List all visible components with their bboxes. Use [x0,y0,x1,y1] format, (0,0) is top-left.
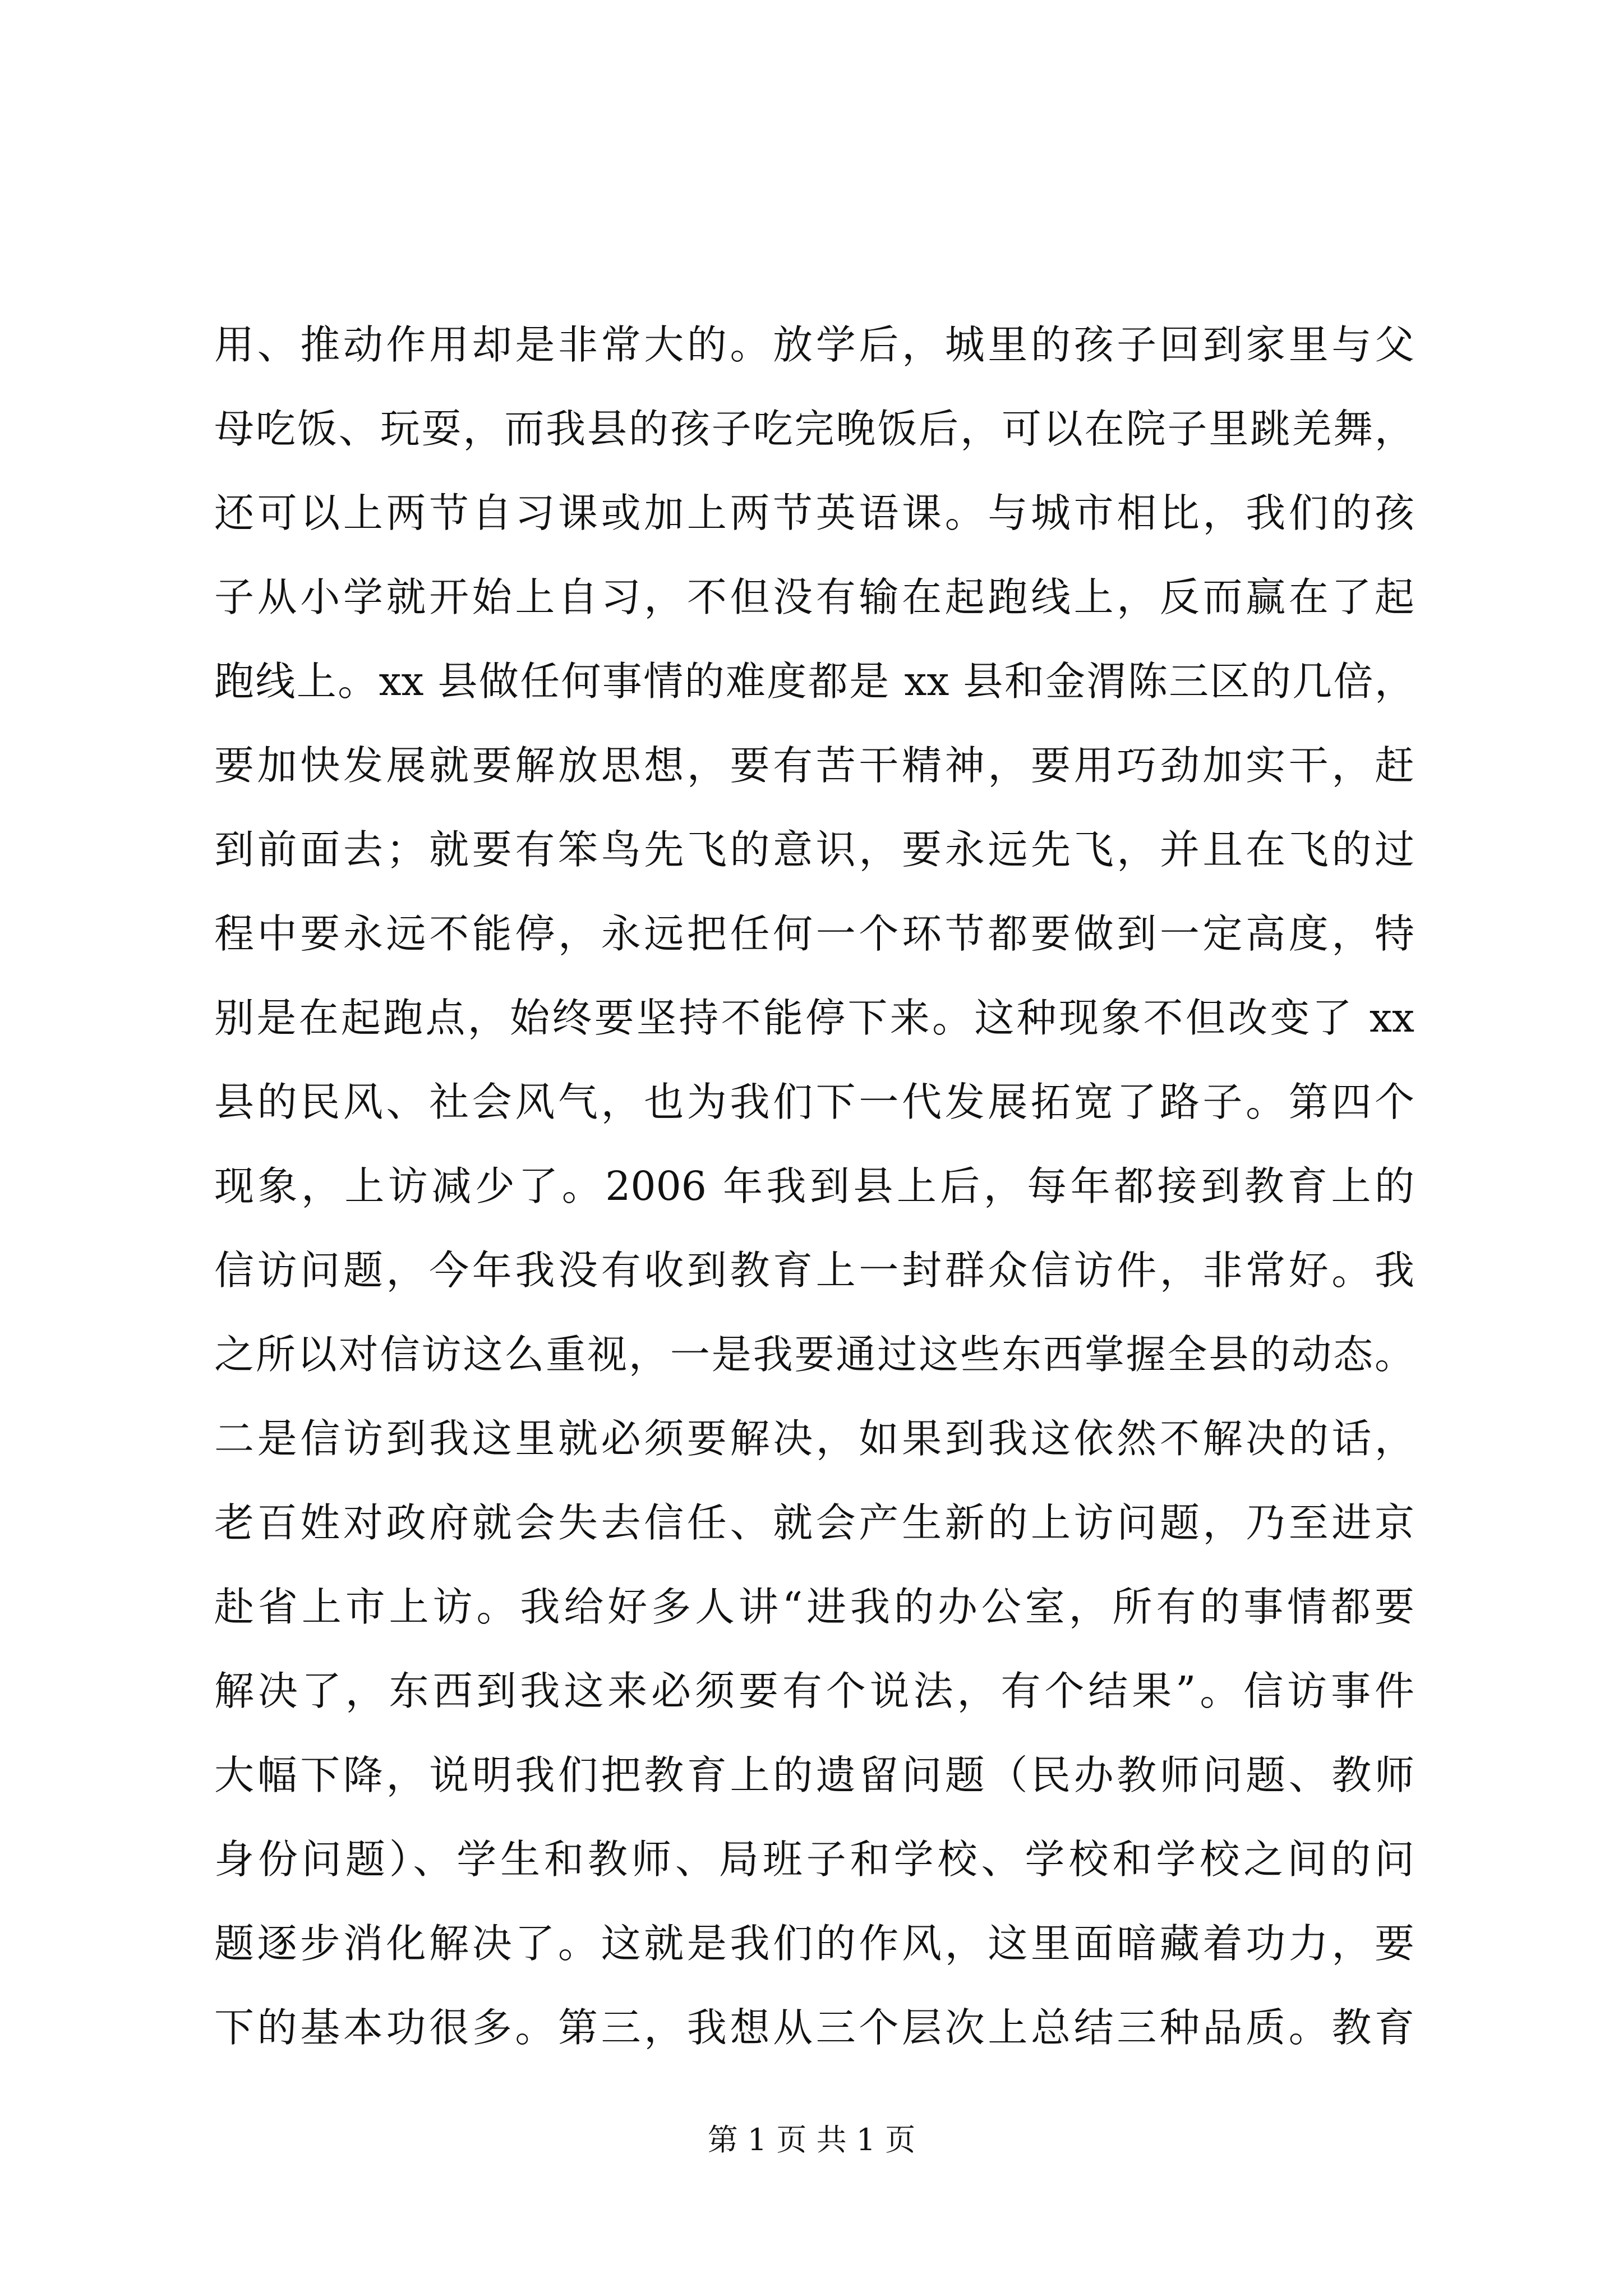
body-text [214,303,1414,2070]
text-line: 别是在起跑点，始终要坚持不能停下来。这种现象不但改变了 xx [214,995,1414,1041]
text-line: 程中要永远不能停，永远把任何一个环节都要做到一定高度，特 [214,910,1414,957]
text-line: 身份问题）、学生和教师、局班子和学校、学校和学校之间的问 [214,1836,1414,1883]
text-line: 跑线上。xx 县做任何事情的难度都是 xx 县和金渭陈三区的几倍， [214,658,1414,705]
text-line: 赴省上市上访。我给好多人讲“进我的办公室，所有的事情都要 [214,1584,1414,1630]
text-line: 子从小学就开始上自习，不但没有输在起跑线上，反而赢在了起 [214,574,1414,620]
text-line: 还可以上两节自习课或加上两节英语课。与城市相比，我们的孩 [214,490,1414,536]
text-line: 用、推动作用却是非常大的。放学后，城里的孩子回到家里与父 [214,321,1414,368]
text-line: 现象，上访减少了。2006 年我到县上后，每年都接到教育上的 [214,1163,1414,1209]
text-line: 下的基本功很多。第三，我想从三个层次上总结三种品质。教育 [214,2004,1414,2051]
text-line: 母吃饭、玩耍，而我县的孩子吃完晚饭后，可以在院子里跳羌舞， [214,406,1414,452]
text-line: 老百姓对政府就会失去信任、就会产生新的上访问题，乃至进京 [214,1499,1414,1546]
text-line: 到前面去；就要有笨鸟先飞的意识，要永远先飞，并且在飞的过 [214,826,1414,873]
text-line: 信访问题，今年我没有收到教育上一封群众信访件，非常好。我 [214,1247,1414,1294]
text-line: 二是信访到我这里就必须要解决，如果到我这依然不解决的话， [214,1415,1414,1462]
text-line: 大幅下降，说明我们把教育上的遗留问题（民办教师问题、教师 [214,1752,1414,1798]
text-line: 题逐步消化解决了。这就是我们的作风，这里面暗藏着功力，要 [214,1920,1414,1967]
text-line: 要加快发展就要解放思想，要有苦干精神，要用巧劲加实干，赶 [214,742,1414,789]
text-line: 解决了，东西到我这来必须要有个说法，有个结果”。信访事件 [214,1668,1414,1714]
page-footer: 第 1 页 共 1 页 [707,2122,916,2157]
text-line: 之所以对信访这么重视，一是我要通过这些东西掌握全县的动态。 [214,1331,1414,1378]
text-line: 县的民风、社会风气，也为我们下一代发展拓宽了路子。第四个 [214,1079,1414,1125]
